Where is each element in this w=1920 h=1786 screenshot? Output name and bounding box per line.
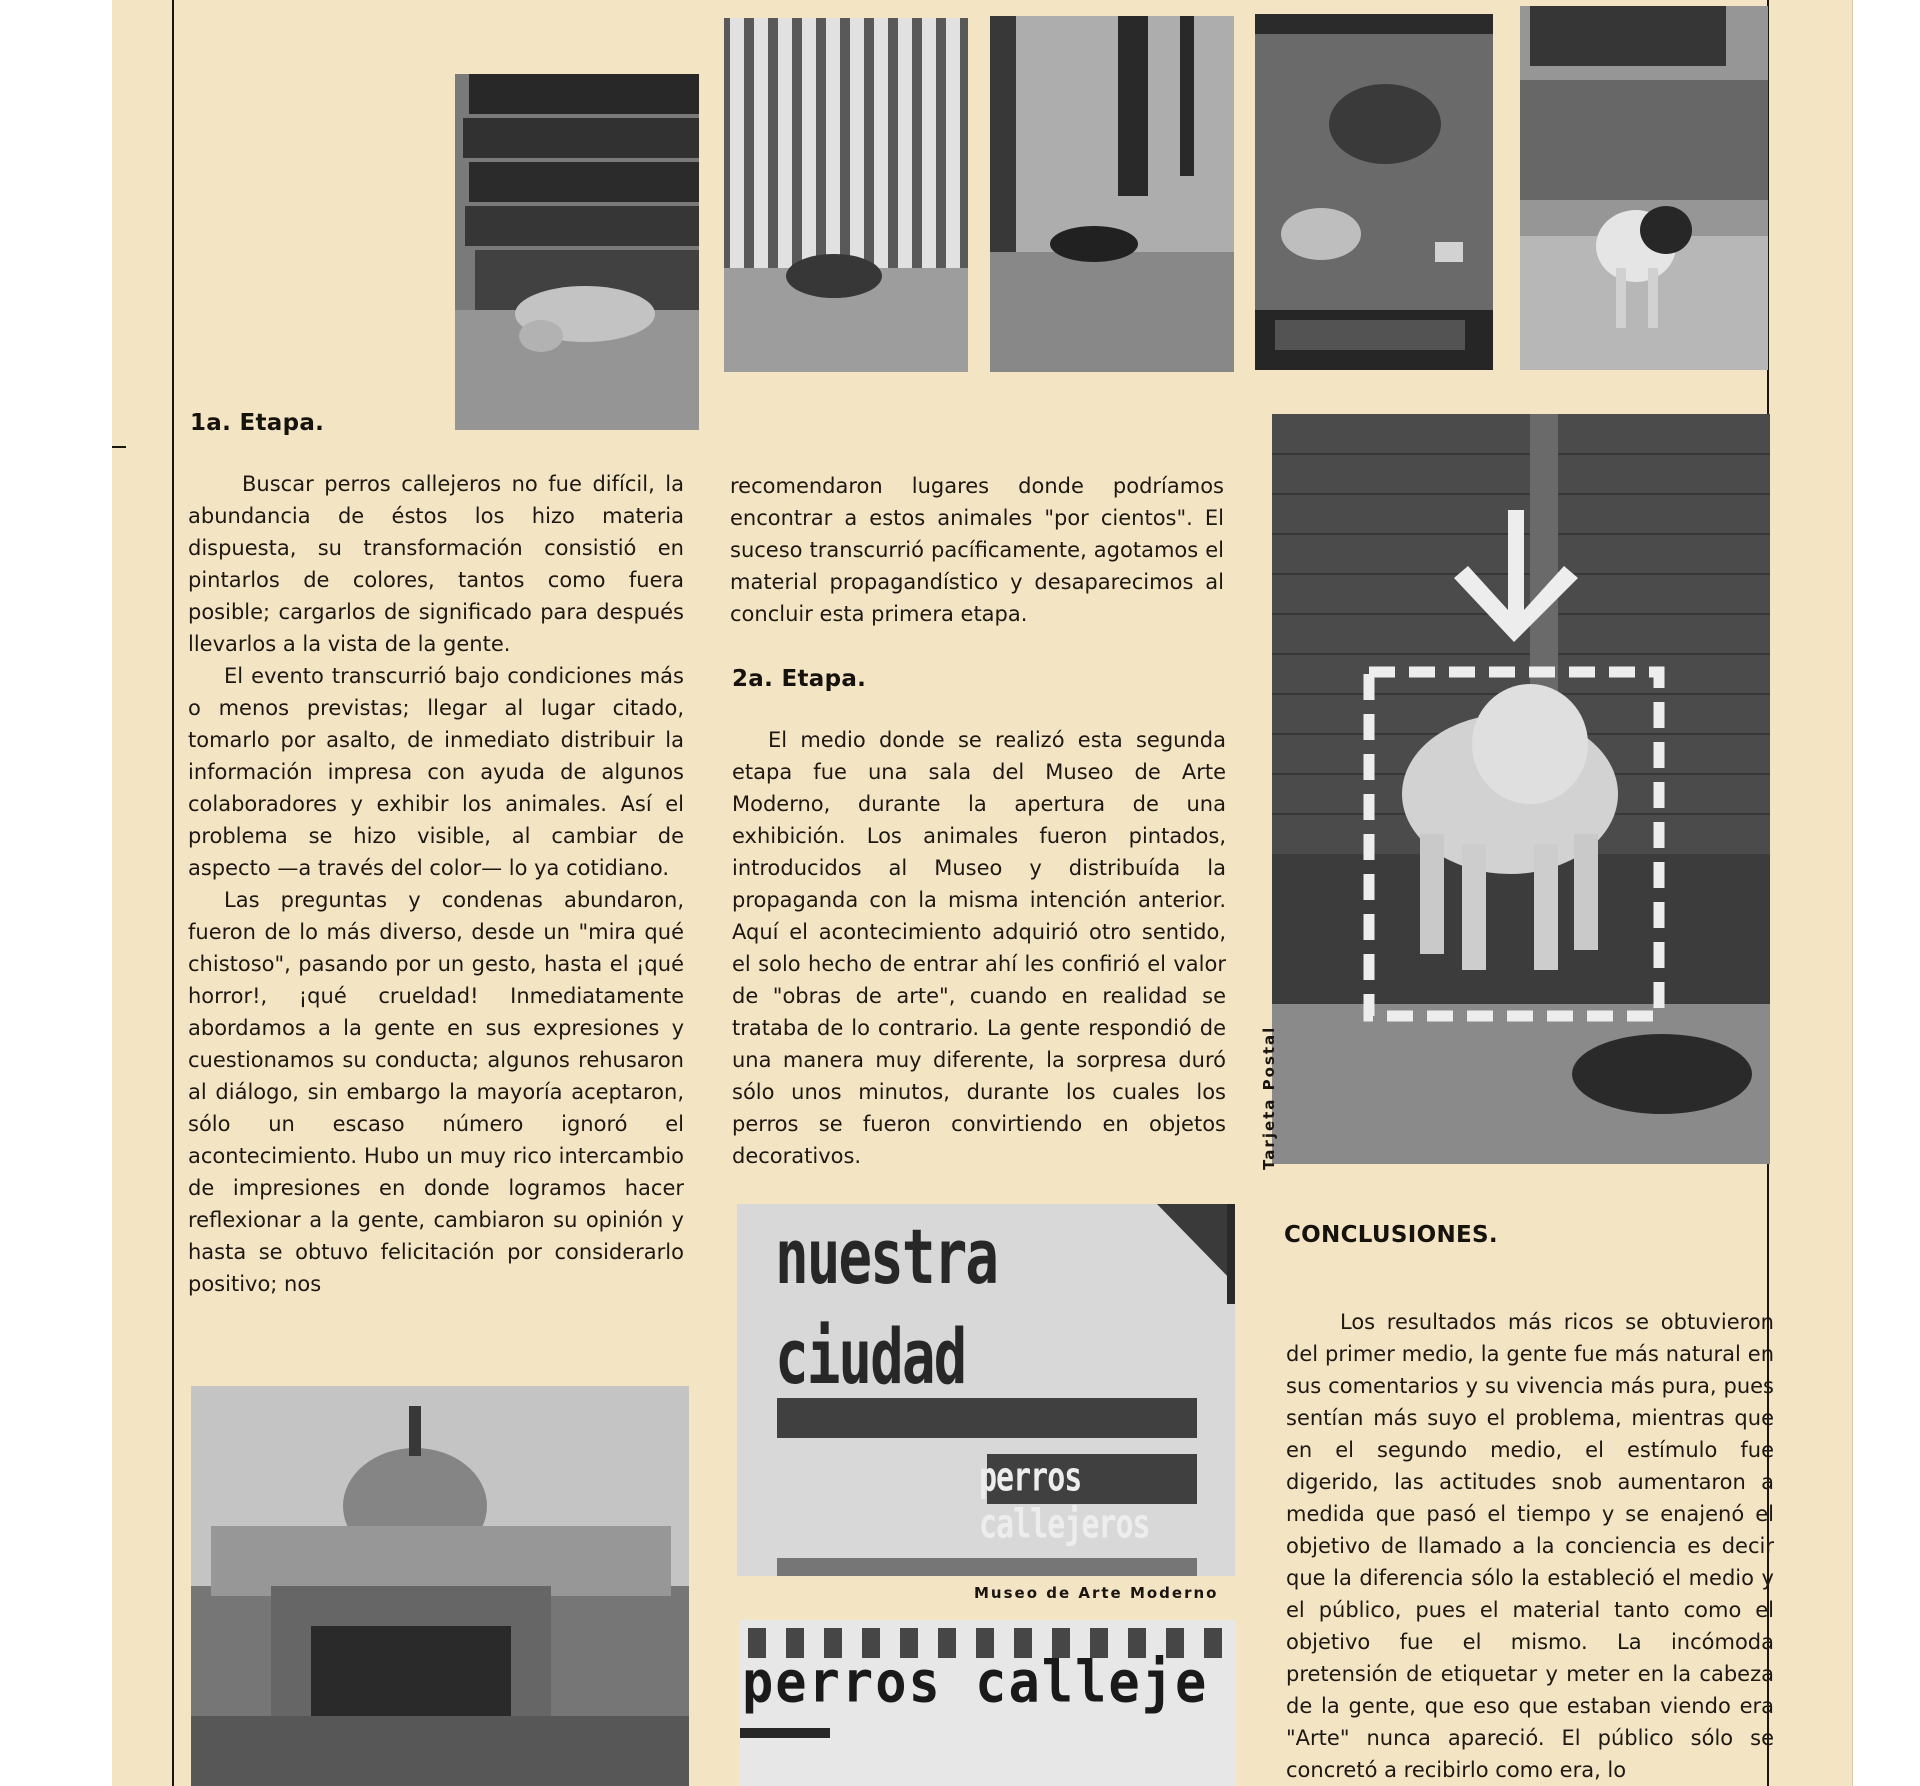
conclusiones-paragraph-1: Los resultados más ricos se obtuvieron del primer medio, la gente fue más natural en sus comentarios y su vivencia más pura, pues sentían más suyo el problema, mientras que en el segundo medio, el estímulo fue digerido, las actitudes snob aumentaron a medida que pasó el tiempo y se enajenó el objetivo de llamado a la conciencia es decir que la diferencia sólo la estableció el medio y el público, pues el material tanto como el objetivo fue el mismo. La incómoda pretensión de etiquetar y meter en la cabeza de la gente, que eso que estaban viendo era "Arte" nunca apareció. El público sólo se concretó a recibirlo como era, lo (1286, 1310, 1774, 1782)
postcard-caption: Tarjeta Postal (1260, 1025, 1278, 1170)
photo-museum-sign (740, 1620, 1236, 1786)
banner-line-3: perros callejeros (979, 1454, 1150, 1549)
etapa1-paragraph-1: Buscar perros callejeros no fue difícil, la abundancia de éstos los hizo materia dispuesta, su transformación consistió en pintarlos de colores, tantos como fuera posible; cargarlos de significado para después llevarlos a la vista de la gente. (188, 472, 684, 656)
museum-caption: Museo de Arte Moderno (974, 1584, 1219, 1602)
margin-tick (112, 446, 126, 448)
left-frame-rule (172, 0, 174, 1786)
photo-dog-by-fence (724, 18, 968, 372)
article-page (112, 0, 1853, 1786)
etapa1-heading: 1a. Etapa. (190, 410, 325, 436)
column-2-text (730, 470, 1224, 630)
etapa1-paragraph-4: recomendaron lugares donde podríamos encontrar a estos animales "por cientos". El suceso transcurrió pacíficamente, agotamos el material propagandístico y desaparecimos al concluir esta primera etapa. (730, 474, 1224, 626)
etapa1-paragraph-3: Las preguntas y condenas abundaron, fueron de lo más diverso, desde un "mira qué chistoso", pasando por un gesto, hasta el ¡qué horror!, ¡qué crueldad! Inmediatamente abordamos a la gente en sus expresiones y cuestionamos su conducta; algunos rehusaron al diálogo, sin embargo la mayoría aceptaron, sólo un escaso número ignoró el acontecimiento. Hubo un muy rico intercambio de impresiones en donde logramos hacer reflexionar a la gente, cambiaron su opinión y hasta se obtuvo felicitación por considerarlo positivo; nos (188, 888, 684, 1296)
photo-dog-in-rubble (1255, 14, 1493, 370)
column-3-text (1286, 1306, 1774, 1786)
banner-line-2: ciudad (775, 1314, 966, 1402)
etapa1-paragraph-2: El evento transcurrió bajo condiciones más o menos previstas; llegar al lugar citado, tomarlo por asalto, de inmediato distribuir la información impresa con ayuda de algunos colaboradores y exhibir los animales. Así el problema se hizo visible, al cambiar de aspecto —a través del color— lo ya cotidiano. (188, 664, 684, 880)
photo-postcard-dog (1272, 414, 1770, 1164)
column-2-etapa2-text (732, 724, 1226, 1172)
column-1-text (188, 468, 684, 1300)
photo-dog-by-doorway (990, 16, 1234, 372)
photo-dog-sitting-window (1520, 6, 1768, 370)
photo-museum-banner (737, 1204, 1235, 1576)
photo-palacio-bellas-artes (191, 1386, 689, 1786)
conclusiones-heading: CONCLUSIONES. (1284, 1222, 1498, 1248)
etapa2-paragraph-1: El medio donde se realizó esta segunda etapa fue una sala del Museo de Arte Moderno, durante la apertura de una exhibición. Los animales fueron pintados, introducidos al Museo y distribuída la propaganda con la misma intención anterior. Aquí el acontecimiento adquirió otro sentido, el solo hecho de entrar ahí les confirió el valor de "obras de arte", cuando en realidad se trataba de lo contrario. La gente respondió de una manera muy diferente, la sorpresa duró sólo unos minutos, durante los cuales los perros se fueron convirtiendo en objetos decorativos. (732, 728, 1226, 1168)
banner-line-1: nuestra (775, 1214, 998, 1302)
sign-text: perros calleje (742, 1650, 1209, 1716)
photo-dog-under-beams (455, 74, 699, 430)
etapa2-heading: 2a. Etapa. (732, 666, 867, 692)
